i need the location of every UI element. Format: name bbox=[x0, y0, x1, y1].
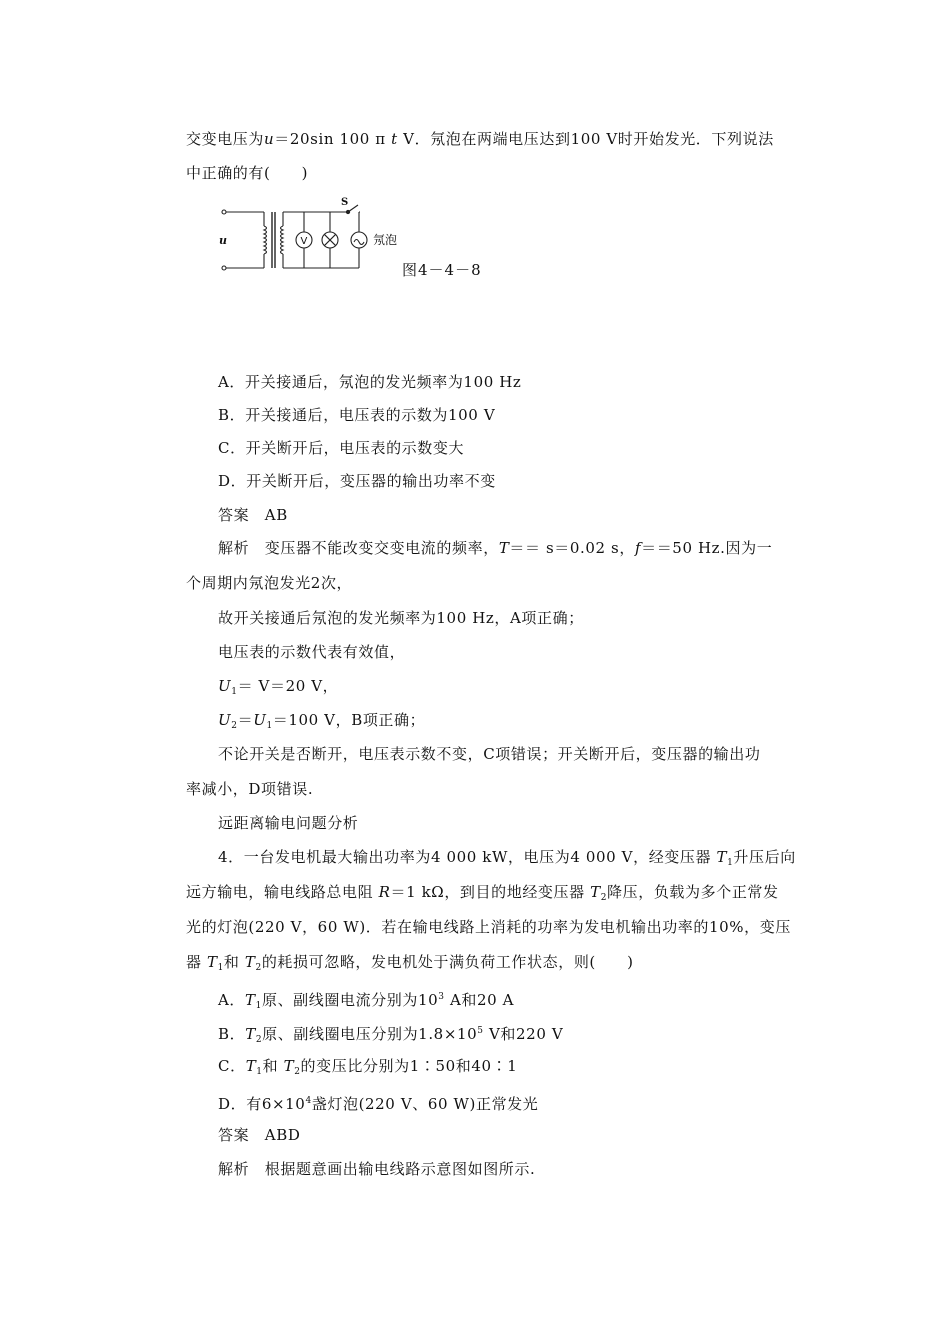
q4-answer: 答案 ABD bbox=[218, 1126, 301, 1144]
secondary-coil bbox=[281, 226, 284, 254]
explanation-line-6: $U_2=U_1=100$ V，B项正确； bbox=[218, 711, 426, 731]
explanation-line-5: $U_1= V=20$ V， bbox=[218, 677, 339, 697]
q4-explanation-line-1: 解析 根据题意画出输电线路示意图如图所示. bbox=[218, 1160, 536, 1178]
section-title: 远距离输电问题分析 bbox=[218, 814, 359, 832]
explanation-line-7: 不论开关是否断开，电压表示数不变，C项错误；开关断开后，变压器的输出功 bbox=[218, 745, 761, 763]
q4-option-b: B．$T_2$原、副线圈电压分别为$1.8\times 10^5$ V和220 V bbox=[218, 1025, 564, 1045]
switch-label: S bbox=[341, 197, 349, 208]
q4-option-d: D．有$6\times 10^4$盏灯泡(220 V、60 W)正常发光 bbox=[218, 1095, 539, 1113]
explanation-line-4: 电压表的示数代表有效值， bbox=[218, 643, 406, 661]
explanation-line-3: 故开关接通后氖泡的发光频率为100 Hz，A项正确； bbox=[218, 609, 584, 627]
input-terminal-bottom bbox=[222, 266, 226, 270]
q4-line-4: 器 $T_1$和 $T_2$的耗损可忽略，发电机处于满负荷工作状态，则( ) bbox=[186, 953, 634, 973]
neon-bulb-icon bbox=[351, 232, 367, 248]
input-terminal-top bbox=[222, 210, 226, 214]
q4-line-3: 光的灯泡(220 V，60 W)．若在输电线路上消耗的功率为发电机输出功率的10%，变压 bbox=[186, 918, 791, 936]
q4-line-2: 远方输电，输电线路总电阻 R＝1 kΩ，到目的地经变压器 $T_2$降压，负载为多个正常发 bbox=[186, 883, 779, 903]
option-a: A．开关接通后，氖泡的发光频率为100 Hz bbox=[218, 373, 522, 391]
question-stem-line-2: 中正确的有( ) bbox=[186, 164, 309, 182]
figure-caption: 图4－4－8 bbox=[402, 261, 482, 279]
q4-option-c: C．$T_1$和 $T_2$的变压比分别为1∶50和40∶1 bbox=[218, 1057, 518, 1077]
q4-line-1: 4．一台发电机最大输出功率为4 000 kW，电压为4 000 V，经变压器 $T_1$升压后向 bbox=[218, 848, 796, 868]
u-label: u bbox=[219, 234, 227, 247]
neon-label: 氖泡 bbox=[373, 233, 398, 247]
option-d: D．开关断开后，变压器的输出功率不变 bbox=[218, 472, 496, 490]
answer: 答案 AB bbox=[218, 506, 288, 524]
voltmeter-label: V bbox=[300, 236, 308, 247]
question-stem-line-1: 交变电压为u＝20sin 100 π t V．氖泡在两端电压达到100 V时开始发光．下列说法 bbox=[186, 130, 774, 148]
explanation-line-8: 率减小，D项错误. bbox=[186, 780, 314, 798]
circuit-diagram bbox=[214, 196, 404, 272]
explanation-line-1: 解析 变压器不能改变交变电流的频率，T＝＝ s＝0.02 s，f＝＝50 Hz.因为一 bbox=[218, 539, 773, 557]
option-b: B．开关接通后，电压表的示数为100 V bbox=[218, 406, 496, 424]
q4-option-a: A．$T_1$原、副线圈电流分别为$10^3$ A和20 A bbox=[218, 991, 515, 1011]
explanation-line-2: 个周期内氖泡发光2次， bbox=[186, 574, 353, 592]
primary-coil bbox=[264, 226, 267, 254]
option-c: C．开关断开后，电压表的示数变大 bbox=[218, 439, 465, 457]
switch-s bbox=[348, 205, 358, 212]
